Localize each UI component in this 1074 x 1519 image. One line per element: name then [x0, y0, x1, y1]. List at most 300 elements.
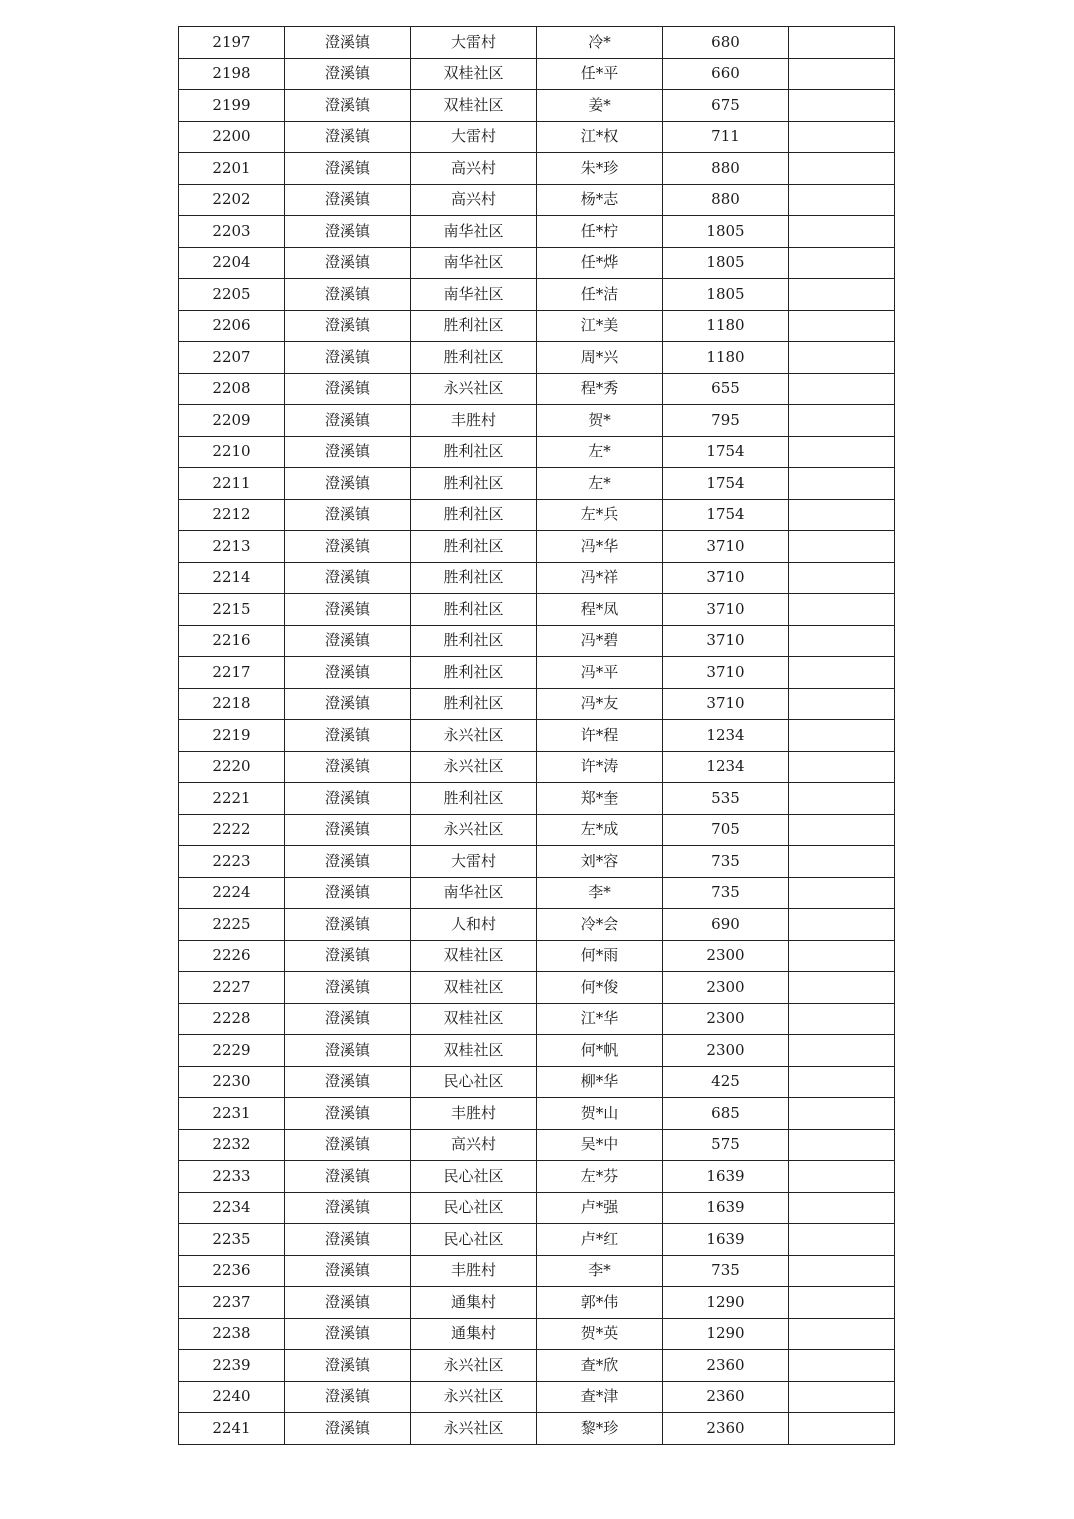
town-cell: 澄溪镇 [285, 688, 411, 720]
remark-cell [789, 1318, 895, 1350]
row-number-cell: 2198 [179, 58, 285, 90]
row-number-cell: 2218 [179, 688, 285, 720]
row-number-cell: 2229 [179, 1035, 285, 1067]
amount-cell: 2300 [663, 1035, 789, 1067]
town-cell: 澄溪镇 [285, 1224, 411, 1256]
table-row [179, 216, 895, 248]
village-cell: 胜利社区 [411, 436, 537, 468]
remark-cell [789, 1066, 895, 1098]
amount-cell: 1754 [663, 499, 789, 531]
amount-cell: 685 [663, 1098, 789, 1130]
remark-cell [789, 1192, 895, 1224]
amount-cell: 3710 [663, 594, 789, 626]
village-cell: 民心社区 [411, 1192, 537, 1224]
name-cell: 冯*华 [537, 531, 663, 563]
table-row [179, 562, 895, 594]
row-number-cell: 2239 [179, 1350, 285, 1382]
town-cell: 澄溪镇 [285, 1381, 411, 1413]
village-cell: 民心社区 [411, 1224, 537, 1256]
row-number-cell: 2197 [179, 27, 285, 59]
name-cell: 左* [537, 468, 663, 500]
table-row [179, 909, 895, 941]
name-cell: 何*俊 [537, 972, 663, 1004]
table-row [179, 405, 895, 437]
row-number-cell: 2217 [179, 657, 285, 689]
row-number-cell: 2228 [179, 1003, 285, 1035]
town-cell: 澄溪镇 [285, 1161, 411, 1193]
village-cell: 大雷村 [411, 846, 537, 878]
town-cell: 澄溪镇 [285, 373, 411, 405]
town-cell: 澄溪镇 [285, 27, 411, 59]
table-row [179, 1003, 895, 1035]
town-cell: 澄溪镇 [285, 310, 411, 342]
name-cell: 周*兴 [537, 342, 663, 374]
table-row [179, 499, 895, 531]
town-cell: 澄溪镇 [285, 1035, 411, 1067]
amount-cell: 535 [663, 783, 789, 815]
row-number-cell: 2211 [179, 468, 285, 500]
row-number-cell: 2205 [179, 279, 285, 311]
name-cell: 许*程 [537, 720, 663, 752]
amount-cell: 735 [663, 846, 789, 878]
table-row [179, 720, 895, 752]
name-cell: 冷*会 [537, 909, 663, 941]
table-row [179, 121, 895, 153]
row-number-cell: 2231 [179, 1098, 285, 1130]
town-cell: 澄溪镇 [285, 909, 411, 941]
name-cell: 冯*碧 [537, 625, 663, 657]
village-cell: 南华社区 [411, 279, 537, 311]
amount-cell: 1805 [663, 279, 789, 311]
table-row [179, 184, 895, 216]
town-cell: 澄溪镇 [285, 1350, 411, 1382]
village-cell: 永兴社区 [411, 1413, 537, 1445]
table-row [179, 90, 895, 122]
table-row [179, 1129, 895, 1161]
remark-cell [789, 531, 895, 563]
remark-cell [789, 720, 895, 752]
row-number-cell: 2204 [179, 247, 285, 279]
name-cell: 江*美 [537, 310, 663, 342]
table-row [179, 468, 895, 500]
village-cell: 丰胜村 [411, 1098, 537, 1130]
village-cell: 胜利社区 [411, 531, 537, 563]
row-number-cell: 2202 [179, 184, 285, 216]
table-row [179, 1381, 895, 1413]
name-cell: 左* [537, 436, 663, 468]
row-number-cell: 2199 [179, 90, 285, 122]
remark-cell [789, 1413, 895, 1445]
name-cell: 黎*珍 [537, 1413, 663, 1445]
village-cell: 胜利社区 [411, 342, 537, 374]
row-number-cell: 2236 [179, 1255, 285, 1287]
remark-cell [789, 247, 895, 279]
amount-cell: 680 [663, 27, 789, 59]
name-cell: 左*兵 [537, 499, 663, 531]
remark-cell [789, 625, 895, 657]
name-cell: 程*秀 [537, 373, 663, 405]
amount-cell: 1639 [663, 1224, 789, 1256]
table-row [179, 625, 895, 657]
row-number-cell: 2233 [179, 1161, 285, 1193]
remark-cell [789, 1098, 895, 1130]
amount-cell: 675 [663, 90, 789, 122]
row-number-cell: 2219 [179, 720, 285, 752]
row-number-cell: 2207 [179, 342, 285, 374]
village-cell: 高兴村 [411, 184, 537, 216]
town-cell: 澄溪镇 [285, 940, 411, 972]
amount-cell: 660 [663, 58, 789, 90]
amount-cell: 575 [663, 1129, 789, 1161]
row-number-cell: 2230 [179, 1066, 285, 1098]
amount-cell: 1234 [663, 720, 789, 752]
village-cell: 双桂社区 [411, 1003, 537, 1035]
table-row [179, 594, 895, 626]
amount-cell: 425 [663, 1066, 789, 1098]
village-cell: 人和村 [411, 909, 537, 941]
name-cell: 贺* [537, 405, 663, 437]
remark-cell [789, 58, 895, 90]
village-cell: 南华社区 [411, 877, 537, 909]
table-row [179, 1255, 895, 1287]
table-row [179, 153, 895, 185]
remark-cell [789, 972, 895, 1004]
table-row [179, 1066, 895, 1098]
row-number-cell: 2206 [179, 310, 285, 342]
row-number-cell: 2234 [179, 1192, 285, 1224]
table-row [179, 1224, 895, 1256]
remark-cell [789, 90, 895, 122]
table-row [179, 310, 895, 342]
remark-cell [789, 562, 895, 594]
remark-cell [789, 594, 895, 626]
town-cell: 澄溪镇 [285, 499, 411, 531]
table-row [179, 1287, 895, 1319]
table-row [179, 751, 895, 783]
village-cell: 南华社区 [411, 247, 537, 279]
town-cell: 澄溪镇 [285, 58, 411, 90]
amount-cell: 735 [663, 877, 789, 909]
name-cell: 郑*奎 [537, 783, 663, 815]
village-cell: 胜利社区 [411, 625, 537, 657]
table-row [179, 58, 895, 90]
town-cell: 澄溪镇 [285, 594, 411, 626]
village-cell: 丰胜村 [411, 1255, 537, 1287]
village-cell: 胜利社区 [411, 468, 537, 500]
name-cell: 江*权 [537, 121, 663, 153]
remark-cell [789, 1255, 895, 1287]
name-cell: 冯*祥 [537, 562, 663, 594]
table-row [179, 342, 895, 374]
row-number-cell: 2200 [179, 121, 285, 153]
name-cell: 许*涛 [537, 751, 663, 783]
remark-cell [789, 1224, 895, 1256]
name-cell: 何*帆 [537, 1035, 663, 1067]
row-number-cell: 2221 [179, 783, 285, 815]
table-row [179, 1098, 895, 1130]
amount-cell: 3710 [663, 657, 789, 689]
town-cell: 澄溪镇 [285, 657, 411, 689]
town-cell: 澄溪镇 [285, 720, 411, 752]
row-number-cell: 2208 [179, 373, 285, 405]
amount-cell: 655 [663, 373, 789, 405]
name-cell: 李* [537, 877, 663, 909]
remark-cell [789, 688, 895, 720]
amount-cell: 1234 [663, 751, 789, 783]
village-cell: 胜利社区 [411, 499, 537, 531]
town-cell: 澄溪镇 [285, 1192, 411, 1224]
village-cell: 永兴社区 [411, 1381, 537, 1413]
village-cell: 双桂社区 [411, 58, 537, 90]
amount-cell: 3710 [663, 688, 789, 720]
village-cell: 永兴社区 [411, 1350, 537, 1382]
row-number-cell: 2237 [179, 1287, 285, 1319]
amount-cell: 735 [663, 1255, 789, 1287]
village-cell: 胜利社区 [411, 310, 537, 342]
name-cell: 任*洁 [537, 279, 663, 311]
town-cell: 澄溪镇 [285, 1413, 411, 1445]
name-cell: 贺*英 [537, 1318, 663, 1350]
data-table [178, 26, 895, 1445]
table-row [179, 877, 895, 909]
name-cell: 左*芬 [537, 1161, 663, 1193]
amount-cell: 705 [663, 814, 789, 846]
name-cell: 卢*强 [537, 1192, 663, 1224]
table-row [179, 1192, 895, 1224]
remark-cell [789, 1161, 895, 1193]
row-number-cell: 2232 [179, 1129, 285, 1161]
row-number-cell: 2235 [179, 1224, 285, 1256]
amount-cell: 1290 [663, 1287, 789, 1319]
amount-cell: 1639 [663, 1192, 789, 1224]
village-cell: 永兴社区 [411, 751, 537, 783]
name-cell: 贺*山 [537, 1098, 663, 1130]
town-cell: 澄溪镇 [285, 1129, 411, 1161]
name-cell: 冯*友 [537, 688, 663, 720]
amount-cell: 2360 [663, 1413, 789, 1445]
remark-cell [789, 1381, 895, 1413]
remark-cell [789, 405, 895, 437]
town-cell: 澄溪镇 [285, 1066, 411, 1098]
table-row [179, 1318, 895, 1350]
town-cell: 澄溪镇 [285, 184, 411, 216]
table-row [179, 1413, 895, 1445]
village-cell: 南华社区 [411, 216, 537, 248]
name-cell: 郭*伟 [537, 1287, 663, 1319]
village-cell: 民心社区 [411, 1161, 537, 1193]
table-row [179, 531, 895, 563]
name-cell: 查*欣 [537, 1350, 663, 1382]
remark-cell [789, 783, 895, 815]
table-row [179, 1350, 895, 1382]
row-number-cell: 2210 [179, 436, 285, 468]
table-row [179, 846, 895, 878]
table-row [179, 688, 895, 720]
name-cell: 任*柠 [537, 216, 663, 248]
amount-cell: 1180 [663, 342, 789, 374]
town-cell: 澄溪镇 [285, 436, 411, 468]
town-cell: 澄溪镇 [285, 1255, 411, 1287]
village-cell: 大雷村 [411, 27, 537, 59]
amount-cell: 1805 [663, 247, 789, 279]
name-cell: 刘*容 [537, 846, 663, 878]
remark-cell [789, 1003, 895, 1035]
amount-cell: 3710 [663, 531, 789, 563]
row-number-cell: 2214 [179, 562, 285, 594]
town-cell: 澄溪镇 [285, 1003, 411, 1035]
amount-cell: 2300 [663, 1003, 789, 1035]
row-number-cell: 2238 [179, 1318, 285, 1350]
village-cell: 胜利社区 [411, 594, 537, 626]
amount-cell: 2360 [663, 1350, 789, 1382]
amount-cell: 1290 [663, 1318, 789, 1350]
village-cell: 胜利社区 [411, 657, 537, 689]
town-cell: 澄溪镇 [285, 153, 411, 185]
village-cell: 双桂社区 [411, 940, 537, 972]
town-cell: 澄溪镇 [285, 279, 411, 311]
village-cell: 永兴社区 [411, 720, 537, 752]
village-cell: 永兴社区 [411, 814, 537, 846]
table-row [179, 279, 895, 311]
remark-cell [789, 216, 895, 248]
amount-cell: 2300 [663, 940, 789, 972]
town-cell: 澄溪镇 [285, 846, 411, 878]
name-cell: 冷* [537, 27, 663, 59]
village-cell: 双桂社区 [411, 972, 537, 1004]
name-cell: 任*平 [537, 58, 663, 90]
village-cell: 胜利社区 [411, 688, 537, 720]
amount-cell: 880 [663, 184, 789, 216]
amount-cell: 1754 [663, 468, 789, 500]
town-cell: 澄溪镇 [285, 783, 411, 815]
name-cell: 柳*华 [537, 1066, 663, 1098]
row-number-cell: 2240 [179, 1381, 285, 1413]
town-cell: 澄溪镇 [285, 121, 411, 153]
row-number-cell: 2222 [179, 814, 285, 846]
amount-cell: 2360 [663, 1381, 789, 1413]
name-cell: 朱*珍 [537, 153, 663, 185]
village-cell: 高兴村 [411, 153, 537, 185]
name-cell: 江*华 [537, 1003, 663, 1035]
name-cell: 李* [537, 1255, 663, 1287]
table-row [179, 1035, 895, 1067]
name-cell: 左*成 [537, 814, 663, 846]
town-cell: 澄溪镇 [285, 1098, 411, 1130]
remark-cell [789, 657, 895, 689]
village-cell: 胜利社区 [411, 562, 537, 594]
remark-cell [789, 373, 895, 405]
name-cell: 何*雨 [537, 940, 663, 972]
amount-cell: 1180 [663, 310, 789, 342]
name-cell: 吴*中 [537, 1129, 663, 1161]
amount-cell: 690 [663, 909, 789, 941]
row-number-cell: 2215 [179, 594, 285, 626]
row-number-cell: 2203 [179, 216, 285, 248]
village-cell: 大雷村 [411, 121, 537, 153]
row-number-cell: 2224 [179, 877, 285, 909]
table-row [179, 1161, 895, 1193]
village-cell: 高兴村 [411, 1129, 537, 1161]
remark-cell [789, 184, 895, 216]
row-number-cell: 2241 [179, 1413, 285, 1445]
remark-cell [789, 846, 895, 878]
table-row [179, 27, 895, 59]
remark-cell [789, 909, 895, 941]
town-cell: 澄溪镇 [285, 405, 411, 437]
name-cell: 姜* [537, 90, 663, 122]
village-cell: 丰胜村 [411, 405, 537, 437]
row-number-cell: 2226 [179, 940, 285, 972]
amount-cell: 2300 [663, 972, 789, 1004]
village-cell: 通集村 [411, 1318, 537, 1350]
remark-cell [789, 940, 895, 972]
town-cell: 澄溪镇 [285, 247, 411, 279]
name-cell: 冯*平 [537, 657, 663, 689]
town-cell: 澄溪镇 [285, 216, 411, 248]
town-cell: 澄溪镇 [285, 814, 411, 846]
row-number-cell: 2201 [179, 153, 285, 185]
remark-cell [789, 1035, 895, 1067]
town-cell: 澄溪镇 [285, 90, 411, 122]
row-number-cell: 2213 [179, 531, 285, 563]
table-row [179, 814, 895, 846]
village-cell: 民心社区 [411, 1066, 537, 1098]
amount-cell: 795 [663, 405, 789, 437]
town-cell: 澄溪镇 [285, 972, 411, 1004]
table-row [179, 972, 895, 1004]
remark-cell [789, 153, 895, 185]
table-row [179, 373, 895, 405]
row-number-cell: 2223 [179, 846, 285, 878]
town-cell: 澄溪镇 [285, 877, 411, 909]
town-cell: 澄溪镇 [285, 468, 411, 500]
town-cell: 澄溪镇 [285, 562, 411, 594]
village-cell: 双桂社区 [411, 90, 537, 122]
remark-cell [789, 436, 895, 468]
remark-cell [789, 499, 895, 531]
remark-cell [789, 27, 895, 59]
amount-cell: 1639 [663, 1161, 789, 1193]
remark-cell [789, 1350, 895, 1382]
name-cell: 任*烨 [537, 247, 663, 279]
remark-cell [789, 310, 895, 342]
table-row [179, 783, 895, 815]
table-row [179, 436, 895, 468]
remark-cell [789, 468, 895, 500]
name-cell: 杨*志 [537, 184, 663, 216]
remark-cell [789, 877, 895, 909]
table-body [179, 27, 895, 1445]
remark-cell [789, 342, 895, 374]
remark-cell [789, 279, 895, 311]
name-cell: 程*凤 [537, 594, 663, 626]
table-row [179, 940, 895, 972]
town-cell: 澄溪镇 [285, 342, 411, 374]
name-cell: 查*津 [537, 1381, 663, 1413]
amount-cell: 880 [663, 153, 789, 185]
amount-cell: 711 [663, 121, 789, 153]
row-number-cell: 2216 [179, 625, 285, 657]
village-cell: 胜利社区 [411, 783, 537, 815]
amount-cell: 3710 [663, 625, 789, 657]
table-row [179, 657, 895, 689]
village-cell: 通集村 [411, 1287, 537, 1319]
row-number-cell: 2212 [179, 499, 285, 531]
town-cell: 澄溪镇 [285, 531, 411, 563]
remark-cell [789, 1287, 895, 1319]
amount-cell: 3710 [663, 562, 789, 594]
row-number-cell: 2227 [179, 972, 285, 1004]
